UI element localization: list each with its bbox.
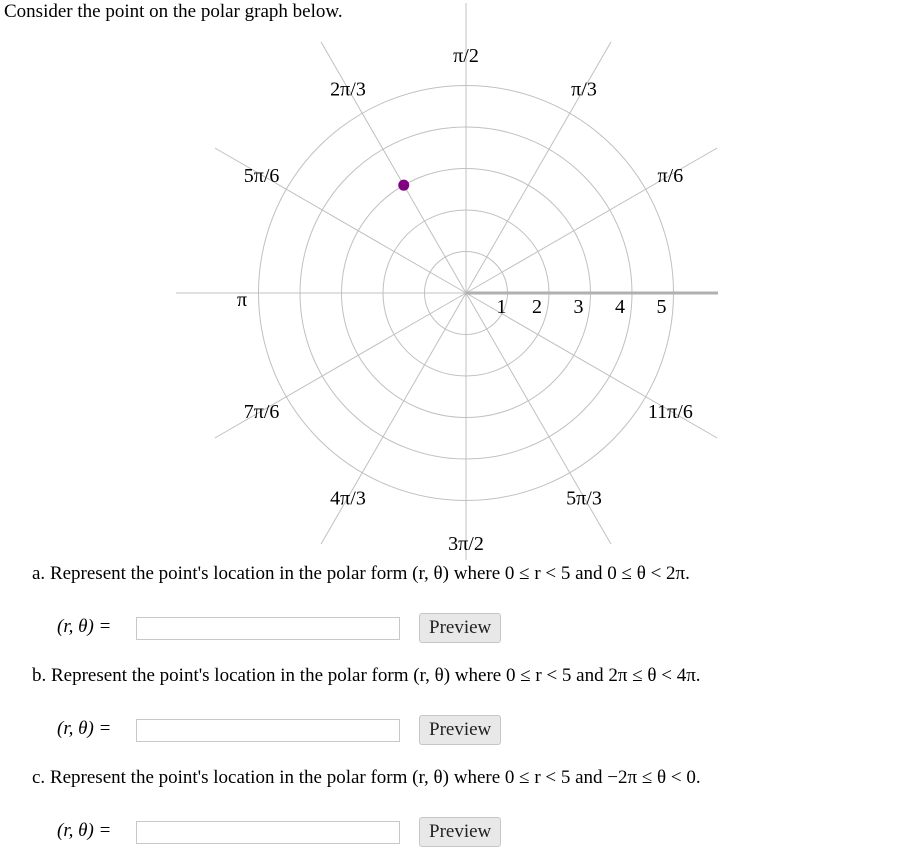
question-b-text: Represent the point's location in the polar form (r, θ) where 0 ≤ r < 5 and 2π ≤ θ < 4π. (51, 665, 701, 686)
problem-intro: Consider the point on the polar graph below. (4, 1, 343, 22)
answer-c-label: (r, θ) = (57, 820, 112, 841)
preview-a-button[interactable]: Preview (419, 613, 501, 643)
radius-label: 2 (532, 296, 542, 318)
angle-label: 11π/6 (647, 401, 693, 423)
answer-b-input[interactable] (136, 719, 400, 742)
question-a-text: Represent the point's location in the polar form (r, θ) where 0 ≤ r < 5 and 0 ≤ θ < 2π. (49, 563, 690, 584)
angle-label: 7π/6 (243, 401, 280, 423)
question-b-letter: b. (32, 665, 47, 686)
preview-b-button[interactable]: Preview (419, 715, 501, 745)
question-c-text: Represent the point's location in the polar form (r, θ) where 0 ≤ r < 5 and −2π ≤ θ < 0. (49, 767, 701, 788)
angle-label: 4π/3 (330, 487, 366, 510)
radius-label: 1 (496, 296, 507, 318)
angle-label: π/6 (657, 165, 684, 187)
question-c-letter: c. (32, 767, 46, 788)
question-a-letter: a. (32, 563, 46, 584)
question-c (32, 767, 701, 789)
angle-label: π/2 (453, 45, 479, 67)
radius-label: 4 (615, 296, 625, 318)
angle-label: 3π/2 (448, 533, 484, 555)
angle-label: 2π/3 (330, 78, 366, 101)
plotted-point (398, 180, 409, 191)
radius-label: 5 (656, 296, 667, 318)
answer-a-input[interactable] (136, 617, 400, 640)
angle-label: 5π/3 (566, 487, 602, 510)
answer-b-label: (r, θ) = (57, 718, 112, 739)
question-b (32, 665, 701, 687)
answer-c-input[interactable] (136, 821, 400, 844)
angle-label: π (236, 289, 248, 311)
preview-c-button[interactable]: Preview (419, 817, 501, 847)
question-a (32, 563, 690, 585)
angle-label: 5π/6 (243, 165, 280, 187)
angle-label: π/3 (571, 78, 597, 101)
answer-a-label: (r, θ) = (57, 616, 112, 637)
radius-label: 3 (573, 296, 584, 318)
